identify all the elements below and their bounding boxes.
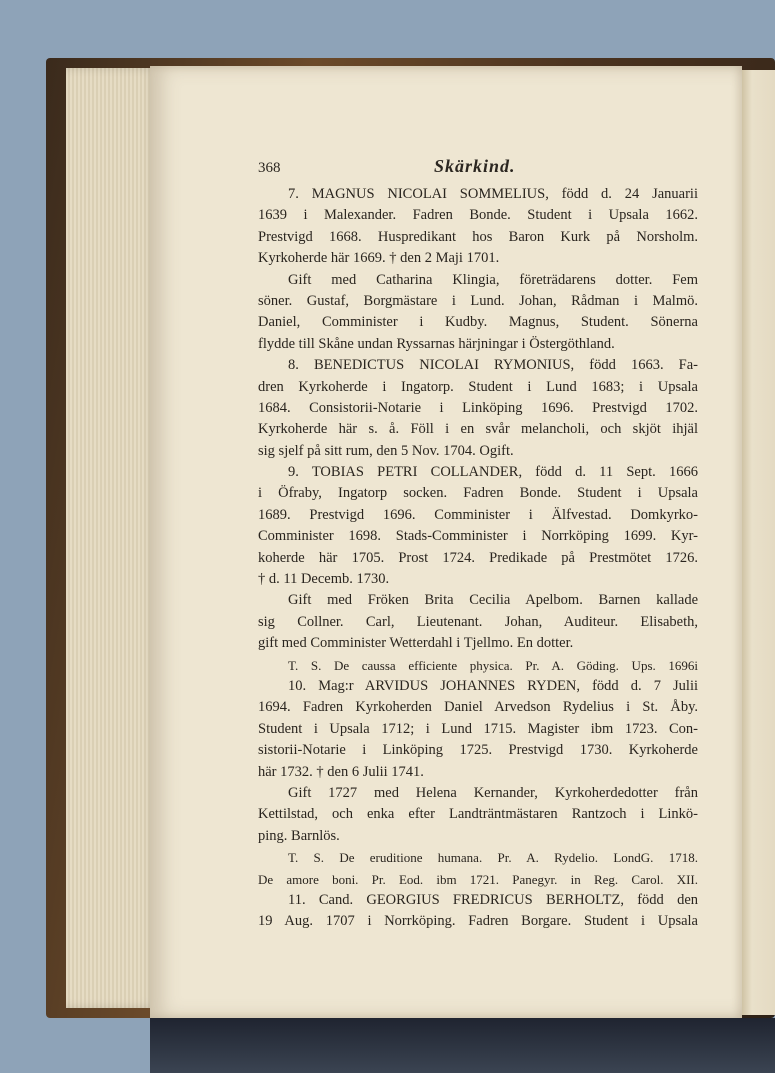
text-line: De amore boni. Pr. Eod. ibm 1721. Panegyr. in Reg. Carol. XII. <box>258 871 698 887</box>
text-line: sig Collner. Carl, Lieutenant. Johan, Auditeur. Elisabeth, <box>258 613 698 630</box>
text-line: ping. Barnlös. <box>258 827 340 844</box>
body-text <box>258 184 698 933</box>
text-line: 1639 i Malexander. Fadren Bonde. Student i Upsala 1662. <box>258 207 698 224</box>
text-line: dren Kyrkoherde i Ingatorp. Student i Lund 1683; i Upsala <box>258 378 698 395</box>
text-line: Kettilstad, och enka efter Landträntmästaren Rantzoch i Linkö- <box>258 806 698 823</box>
text-line: 7. MAGNUS NICOLAI SOMMELIUS, född d. 24 Januarii <box>288 186 698 202</box>
text-line: Kyrkoherde här 1669. † den 2 Maji 1701. <box>258 250 500 267</box>
page-edges <box>66 68 158 1008</box>
text-line: 11. Cand. GEORGIUS FREDRICUS BERHOLTZ, född den <box>288 891 698 908</box>
text-line: gift med Comminister Wetterdahl i Tjellmo. En dotter. <box>258 635 574 652</box>
text-line: i Öfraby, Ingatorp socken. Fadren Bonde. Student i Upsala <box>258 485 698 502</box>
text-line: 8. BENEDICTUS NICOLAI RYMONIUS, född 1663. Fa- <box>288 357 698 374</box>
text-line: Daniel, Comminister i Kudby. Magnus, Student. Sönerna <box>258 314 698 331</box>
page-number: 368 <box>258 160 281 176</box>
running-title: Skärkind. <box>434 156 516 176</box>
text-line: Student i Upsala 1712; i Lund 1715. Magister ibm 1723. Con- <box>258 720 698 737</box>
background-shadow <box>150 1018 775 1073</box>
text-line: Prestvigd 1668. Huspredikant hos Baron Kurk på Norsholm. <box>258 228 698 245</box>
text-line: 10. Mag:r ARVIDUS JOHANNES RYDEN, född d. 7 Julii <box>288 677 698 694</box>
text-line: 19 Aug. 1707 i Norrköping. Fadren Borgare. Student i Upsala <box>258 913 698 930</box>
facing-page-edge <box>742 70 775 1015</box>
text-line: Gift med Catharina Klingia, företrädarens dotter. Fem <box>288 271 698 288</box>
text-line: Gift 1727 med Helena Kernander, Kyrkoherdedotter från <box>288 784 698 801</box>
text-line: 9. TOBIAS PETRI COLLANDER, född d. 11 Sept. 1666 <box>288 464 698 481</box>
text-line: flydde till Skåne undan Ryssarnas härjningar i Östergöthland. <box>258 335 615 352</box>
text-line: sistorii-Notarie i Linköping 1725. Prestvigd 1730. Kyrkoherde <box>258 742 698 759</box>
text-line: Comminister 1698. Stads-Comminister i Norrköping 1699. Kyr- <box>258 528 698 545</box>
text-line: 1694. Fadren Kyrkoherden Daniel Arvedson Rydelius i St. Åby. <box>258 699 698 716</box>
text-line: T. S. De eruditione humana. Pr. A. Rydelio. LondG. 1718. <box>288 850 698 866</box>
text-line: söner. Gustaf, Borgmästare i Lund. Johan, Rådman i Malmö. <box>258 292 698 309</box>
text-line: Gift med Fröken Brita Cecilia Apelbom. Barnen kallade <box>288 592 698 609</box>
text-line: 1684. Consistorii-Notarie i Linköping 1696. Prestvigd 1702. <box>258 399 698 416</box>
text-line: sig sjelf på sitt rum, den 5 Nov. 1704. Ogift. <box>258 442 514 459</box>
page-header <box>258 156 698 182</box>
text-line: här 1732. † den 6 Julii 1741. <box>258 763 424 780</box>
text-line: T. S. De caussa efficiente physica. Pr. A. Göding. Ups. 1696i <box>288 657 698 673</box>
text-line: 1689. Prestvigd 1696. Comminister i Älfvestad. Domkyrko- <box>258 506 698 523</box>
text-line: † d. 11 Decemb. 1730. <box>258 571 390 588</box>
text-line: koherde här 1705. Prost 1724. Predikade på Prestmötet 1726. <box>258 549 698 566</box>
text-line: Kyrkoherde här s. å. Föll i en svår melancholi, och skjöt ihjäl <box>258 421 698 438</box>
